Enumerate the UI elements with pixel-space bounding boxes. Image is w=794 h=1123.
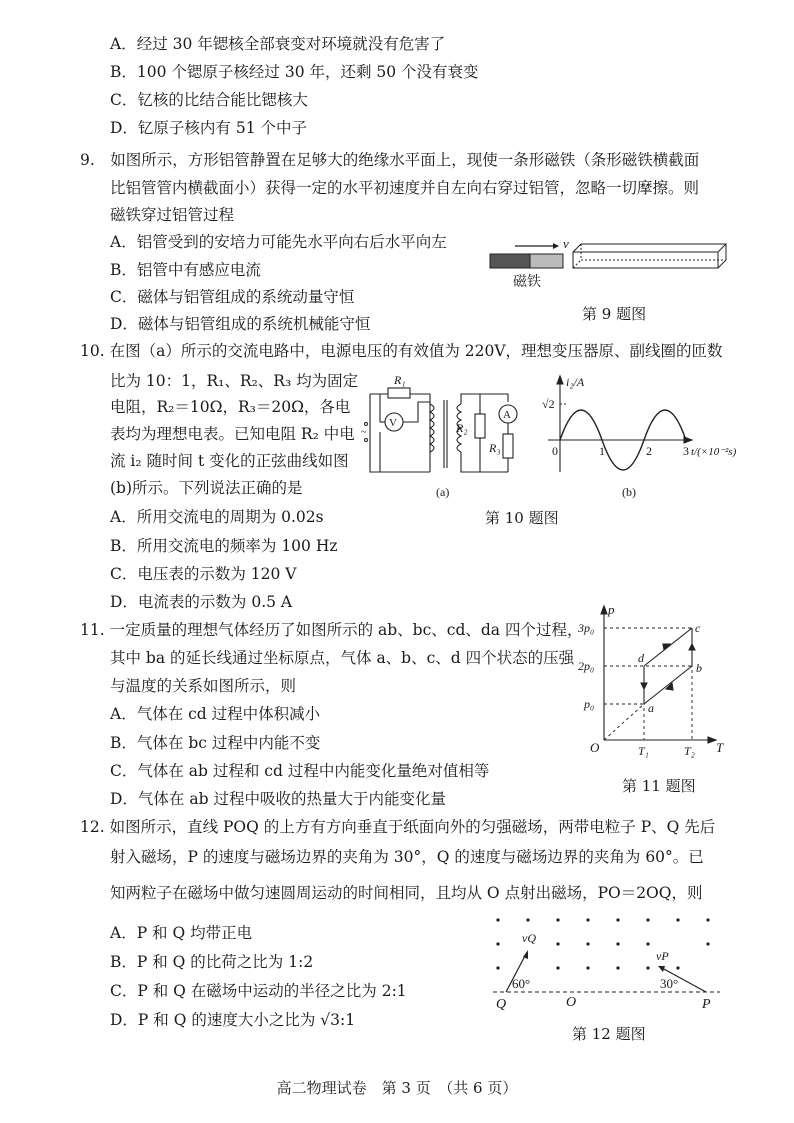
axis-t-label: T [716,740,724,755]
q12-field-figure [488,912,728,1012]
point-c: c [695,621,701,635]
q9-stem-line1: 9. 如图所示，方形铝管静置在足够大的绝缘水平面上，现使一条形磁铁（条形磁铁横截面 [80,151,700,169]
q9-caption: 第 9 题图 [582,305,647,323]
y-axis-label: i₂/A [566,375,585,389]
q8-option-c: C．钇核的比结合能比锶核大 [110,91,308,109]
q11-stem-line2: 其中 ba 的延长线通过坐标原点，气体 a、b、c、d 四个状态的压强 [110,649,575,667]
point-o-label: O [566,995,577,1010]
q8-option-a: A．经过 30 年锶核全部衰变对环境就没有危害了 [110,35,446,53]
q12-option-c: C．P 和 Q 在磁场中运动的半径之比为 2:1 [110,982,407,1000]
q11-stem-line3: 与温度的关系如图所示，则 [110,677,297,695]
x-axis-label: t/(×10⁻²s) [691,446,737,458]
q9-option-d: D．磁体与铝管组成的系统机械能守恒 [110,315,371,333]
angle-60-label: 60° [512,976,531,991]
x-tick-1: 1 [599,444,605,458]
q9-option-a: A．铝管受到的安培力可能先水平向右后水平向左 [110,233,447,251]
q12-stem-line1: 12. 如图所示，直线 POQ 的上方有方向垂直于纸面向外的匀强磁场，两带电粒子 P、Q 先后 [80,818,716,836]
q12-option-a: A．P 和 Q 均带正电 [110,924,253,942]
q11-option-c: C．气体在 ab 过程和 cd 过程中内能变化量绝对值相等 [110,762,490,780]
velocity-arrow [515,243,559,249]
q12-option-b: B．P 和 Q 的比荷之比为 1:2 [110,953,314,971]
q10-circuit-figure [358,372,538,502]
origin-label: O [590,740,600,755]
point-q-label: Q [496,997,507,1012]
q10-stem-line2: 比为 10：1，R₁、R₂、R₃ 均为固定 [110,372,359,390]
q10-option-b: B．所用交流电的频率为 100 Hz [110,537,338,555]
x-tick-3: 3 [683,444,689,458]
q12-stem-line3: 知两粒子在磁场中做匀速圆周运动的时间相同，且均从 O 点射出磁场，PO＝2OQ，则 [110,884,703,902]
voltmeter-label: V [389,417,397,429]
ammeter-label: A [503,409,511,421]
q12-option-d: D．P 和 Q 的速度大小之比为 √3:1 [110,1011,356,1029]
q12-stem-line2: 射入磁场，P 的速度与磁场边界的夹角为 30°，Q 的速度与磁场边界的夹角为 60°。已 [110,848,704,866]
q10-option-a: A．所用交流电的周期为 0.02s [110,508,324,526]
q12-caption: 第 12 题图 [572,1025,646,1043]
vp-label: vP [656,949,669,963]
q9-stem-line3: 磁铁穿过铝管过程 [110,206,235,224]
fig-magnet-label: 磁铁 [513,274,541,290]
y-tick-sqrt2: √2 [542,397,555,411]
q11-caption: 第 11 题图 [622,777,696,795]
fig-b-label: (b) [622,485,636,499]
q10-stem-line1: 10. 在图（a）所示的交流电路中，电源电压的有效值为 220V，理想变压器原、副线圈的匝数 [80,342,723,360]
q9-figure [485,232,735,294]
p-tick-3p0: 3p₀ [578,621,595,635]
q10-option-c: C．电压表的示数为 120 V [110,565,297,583]
page-footer: 高二物理试卷 第 3 页 （共 6 页） [276,1079,518,1097]
q10-stem-line5: 流 i₂ 随时间 t 变化的正弦曲线如图 [110,452,349,470]
fig-v-label: v [563,236,569,251]
fig-a-label: (a) [436,485,450,499]
vq-label: vQ [522,931,536,945]
t-tick-t1: T₁ [638,744,649,758]
r1-label: R₁ [394,373,406,387]
p-tick-2p0: 2p₀ [578,659,595,673]
q10-caption: 第 10 题图 [485,509,559,527]
q10-option-d: D．电流表的示数为 0.5 A [110,593,293,611]
axis-p-label: p [608,602,615,617]
r3-label: R₃ [489,441,501,455]
q11-pT-graph [574,600,734,760]
aluminum-tube [573,244,726,268]
ac-source-symbol: ~ [361,427,367,438]
q9-stem-line2: 比铝管管内横截面小）获得一定的水平初速度并自左向右穿过铝管，忽略一切摩擦。则 [110,179,700,197]
q10-stem-line4: 表均为理想电表。已知电阻 R₂ 中电 [110,425,355,443]
x-tick-2: 2 [646,444,652,458]
q11-option-a: A．气体在 cd 过程中体积减小 [110,705,321,723]
point-p-label: P [702,997,711,1012]
q11-option-b: B．气体在 bc 过程中内能不变 [110,734,321,752]
q8-option-d: D．钇原子核内有 51 个中子 [110,119,308,137]
q10-current-graph [538,372,738,502]
r2-label: R₂ [456,421,468,435]
point-d: d [638,651,644,665]
t-tick-t2: T₂ [684,744,695,758]
q10-stem-line3: 电阻，R₂＝10Ω，R₃＝20Ω，各电 [110,398,351,416]
q8-option-b: B．100 个锶原子核经过 30 年，还剩 50 个没有衰变 [110,63,479,81]
angle-30-label: 30° [660,976,679,991]
q11-option-d: D．气体在 ab 过程中吸收的热量大于内能变化量 [110,790,446,808]
magnet [490,254,563,268]
q11-stem-line1: 11. 一定质量的理想气体经历了如图所示的 ab、bc、cd、da 四个过程， [80,621,583,639]
x-tick-0: 0 [552,444,558,458]
q9-option-b: B．铝管中有感应电流 [110,261,261,279]
p-tick-p0: p₀ [584,697,595,711]
q9-option-c: C．磁体与铝管组成的系统动量守恒 [110,288,355,306]
q10-stem-line6: (b)所示。下列说法正确的是 [110,479,303,497]
point-a: a [648,701,654,715]
point-b: b [696,661,702,675]
